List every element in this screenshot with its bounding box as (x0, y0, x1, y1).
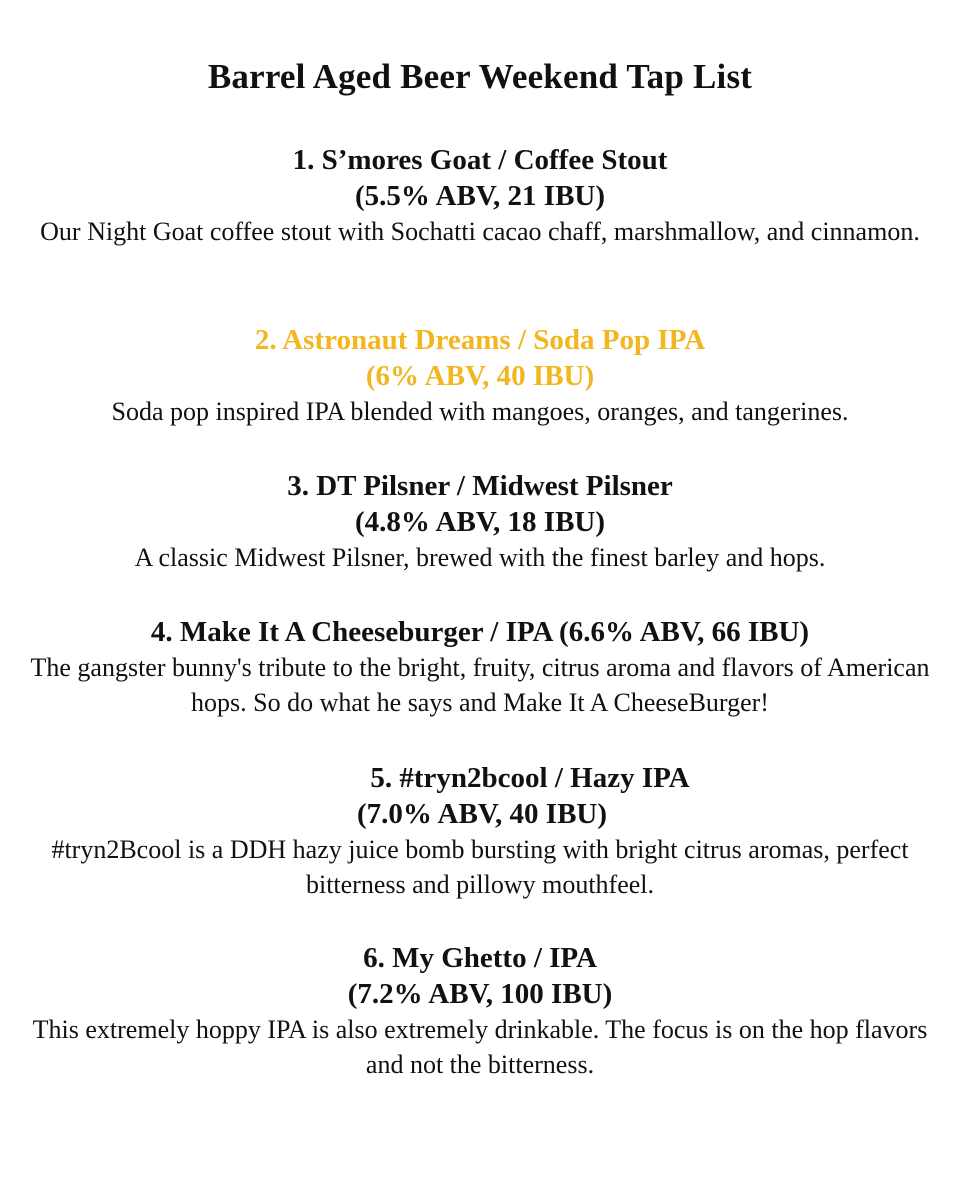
beer-description: Soda pop inspired IPA blended with mangoes, oranges, and tangerines. (111, 397, 849, 426)
beer-name: 1. S’mores Goat / Coffee Stout (292, 144, 668, 176)
beer-name: 6. My Ghetto / IPA (363, 942, 597, 974)
beer-stats: (6% ABV, 40 IBU) (365, 360, 595, 392)
beer-item-smores-goat (0, 142, 960, 249)
beer-item-dt-pilsner (0, 468, 960, 575)
beer-stats: (7.0% ABV, 40 IBU) (356, 798, 608, 830)
beer-description: Our Night Goat coffee stout with Sochatti cacao chaff, marshmallow, and cinnamon. (40, 217, 920, 246)
beer-stats: (5.5% ABV, 21 IBU) (354, 180, 606, 212)
beer-description: This extremely hoppy IPA is also extremely drinkable. The focus is on the hop flavors and not the bitterness. (32, 1015, 928, 1079)
beer-name: 2. Astronaut Dreams / Soda Pop IPA (254, 324, 706, 356)
beer-item-astronaut-dreams (0, 322, 960, 429)
page-title: Barrel Aged Beer Weekend Tap List (207, 57, 753, 96)
beer-name: 3. DT Pilsner / Midwest Pilsner (287, 470, 673, 502)
beer-stats: (4.8% ABV, 18 IBU) (354, 506, 606, 538)
beer-item-tryn2bcool (0, 760, 960, 902)
beer-name: 4. Make It A Cheeseburger / IPA (6.6% ABV, 66 IBU) (150, 616, 810, 648)
beer-stats: (7.2% ABV, 100 IBU) (347, 978, 613, 1010)
beer-description: #tryn2Bcool is a DDH hazy juice bomb bursting with bright citrus aromas, perfect bitterness and pillowy mouthfeel. (51, 835, 909, 899)
beer-item-my-ghetto (0, 940, 960, 1082)
beer-description: The gangster bunny's tribute to the bright, fruity, citrus aroma and flavors of American hops. So do what he says and Make It A CheeseBurger! (30, 653, 930, 717)
beer-item-make-it-a-cheeseburger (0, 614, 960, 720)
beer-description: A classic Midwest Pilsner, brewed with the finest barley and hops. (134, 543, 826, 572)
beer-name: 5. #tryn2bcool / Hazy IPA (370, 762, 690, 794)
